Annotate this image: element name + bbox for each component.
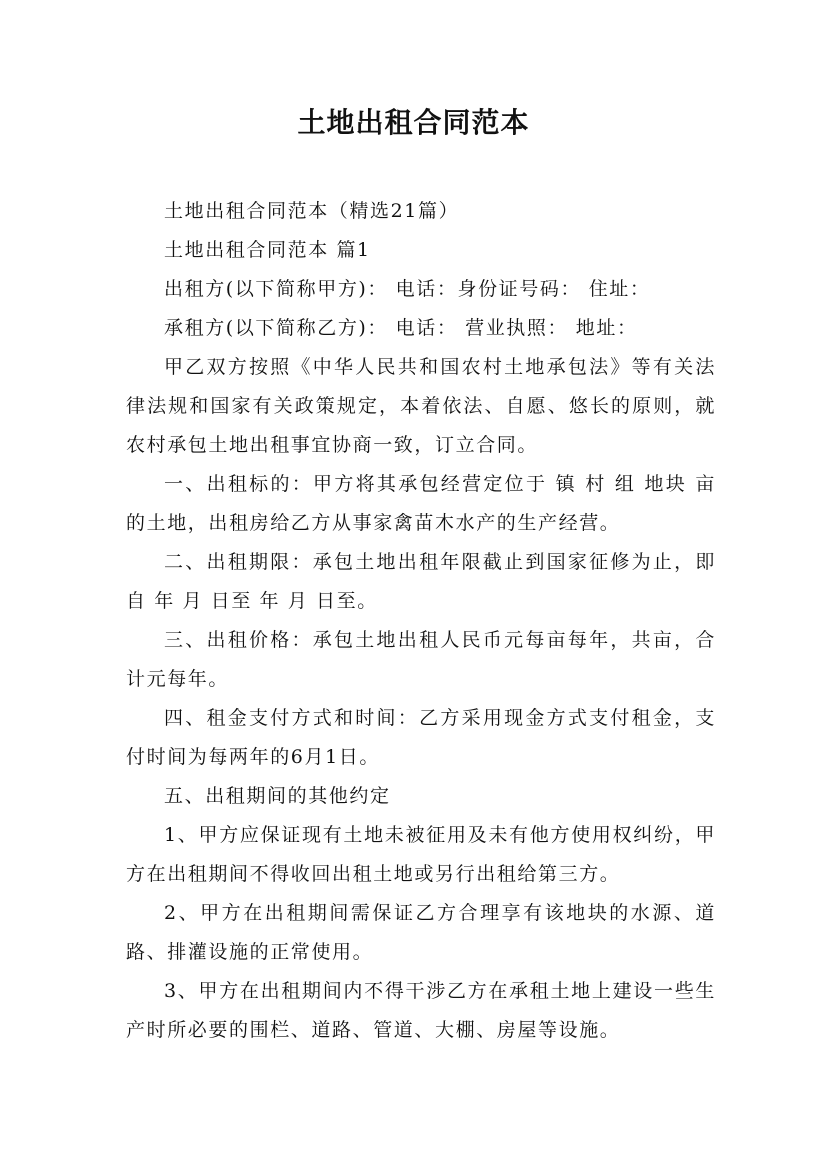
paragraph-clause-1: 一、出租标的：甲方将其承包经营定位于 镇 村 组 地块 亩的土地，出租房给乙方从事家禽苗木水产的生产经营。 <box>126 473 716 534</box>
document-body <box>126 192 716 1050</box>
paragraph-item-3: 3、甲方在出租期间内不得干涉乙方在承租土地上建设一些生产时所必要的围栏、道路、管道、大棚、房屋等设施。 <box>126 980 716 1041</box>
paragraph-preamble: 甲乙双方按照《中华人民共和国农村土地承包法》等有关法律法规和国家有关政策规定，本着依法、自愿、悠长的原则，就农村承包土地出租事宜协商一致，订立合同。 <box>126 356 716 456</box>
paragraph-clause-2: 二、出租期限：承包土地出租年限截止到国家征修为止，即自 年 月 日至 年 月 日至。 <box>126 551 716 612</box>
paragraph-clause-3: 三、出租价格：承包土地出租人民币元每亩每年，共亩，合计元每年。 <box>126 629 716 690</box>
paragraph-lessor-info: 出租方(以下简称甲方)： 电话：身份证号码： 住址： <box>164 278 651 300</box>
paragraph-clause-5-heading: 五、出租期间的其他约定 <box>164 785 391 807</box>
paragraph-item-2: 2、甲方在出租期间需保证乙方合理享有该地块的水源、道路、排灌设施的正常使用。 <box>126 902 716 963</box>
paragraph-lessee-info: 承租方(以下简称乙方)： 电话： 营业执照： 地址： <box>164 317 638 339</box>
paragraph-clause-4: 四、租金支付方式和时间：乙方采用现金方式支付租金，支付时间为每两年的6月1日。 <box>126 707 716 768</box>
paragraph-item-1: 1、甲方应保证现有土地未被征用及未有他方使用权纠纷，甲方在出租期间不得收回出租土地或另行出租给第三方。 <box>126 824 716 885</box>
paragraph-section-heading: 土地出租合同范本 篇1 <box>164 239 371 261</box>
document-title: 土地出租合同范本 <box>297 106 530 139</box>
paragraph-subtitle: 土地出租合同范本（精选21篇） <box>164 200 460 222</box>
